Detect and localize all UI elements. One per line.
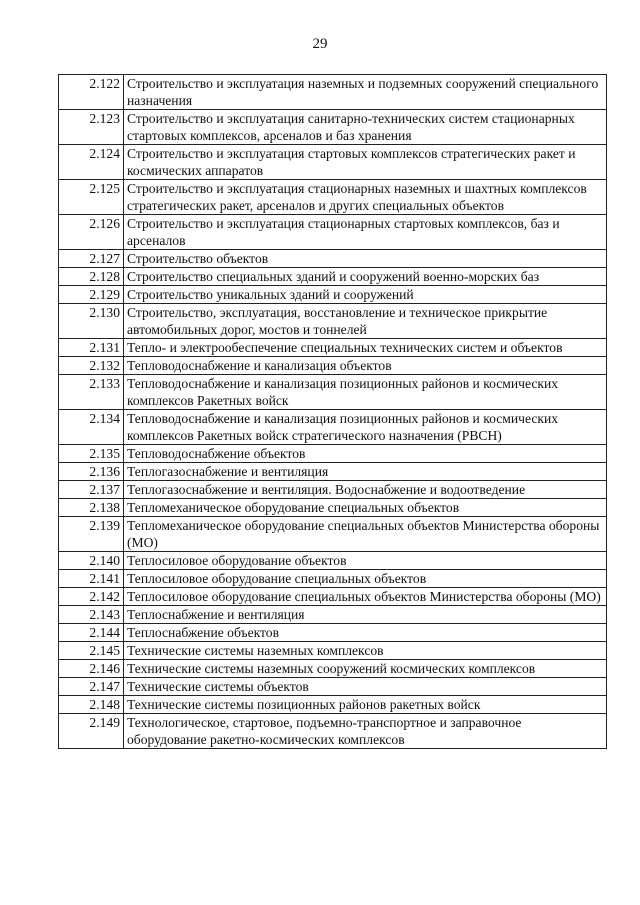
row-code: 2.137: [59, 481, 124, 499]
row-code: 2.149: [59, 714, 124, 749]
row-code: 2.122: [59, 75, 124, 110]
row-code: 2.131: [59, 339, 124, 357]
row-text: Теплогазоснабжение и вентиляция: [124, 463, 607, 481]
row-code: 2.130: [59, 304, 124, 339]
table-row: [59, 678, 607, 696]
table-row: [59, 180, 607, 215]
row-code: 2.146: [59, 660, 124, 678]
table-row: [59, 642, 607, 660]
table-row: [59, 624, 607, 642]
row-text: Тепловодоснабжение объектов: [124, 445, 607, 463]
page-number: 29: [312, 36, 328, 52]
row-text: Тепловодоснабжение и канализация позиционных районов и космических комплексов Ракетных войск: [124, 375, 607, 410]
row-code: 2.128: [59, 268, 124, 286]
table-row: [59, 606, 607, 624]
row-text: Технические системы наземных комплексов: [124, 642, 607, 660]
table-row: [59, 517, 607, 552]
table-body: [59, 75, 607, 749]
table-row: [59, 570, 607, 588]
row-code: 2.134: [59, 410, 124, 445]
row-code: 2.132: [59, 357, 124, 375]
table-row: [59, 304, 607, 339]
row-text: Строительство, эксплуатация, восстановление и техническое прикрытие автомобильных дорог, мостов и тоннелей: [124, 304, 607, 339]
table-row: [59, 552, 607, 570]
row-code: 2.136: [59, 463, 124, 481]
table-row: [59, 660, 607, 678]
table-row: [59, 375, 607, 410]
table-row: [59, 268, 607, 286]
row-code: 2.142: [59, 588, 124, 606]
row-text: Теплоснабжение объектов: [124, 624, 607, 642]
table-row: [59, 499, 607, 517]
row-code: 2.140: [59, 552, 124, 570]
row-text: Строительство и эксплуатация санитарно-технических систем стационарных стартовых комплексов, арсеналов и баз хранения: [124, 110, 607, 145]
table-row: [59, 75, 607, 110]
row-code: 2.125: [59, 180, 124, 215]
row-text: Строительство и эксплуатация наземных и подземных сооружений специального назначения: [124, 75, 607, 110]
row-text: Теплосиловое оборудование специальных объектов: [124, 570, 607, 588]
row-text: Технические системы наземных сооружений космических комплексов: [124, 660, 607, 678]
row-code: 2.148: [59, 696, 124, 714]
table-row: [59, 588, 607, 606]
row-text: Тепловодоснабжение и канализация позиционных районов и космических комплексов Ракетных войск стратегического назначения (РВСН): [124, 410, 607, 445]
table-row: [59, 357, 607, 375]
specialties-table: [58, 74, 607, 749]
row-code: 2.123: [59, 110, 124, 145]
row-text: Теплогазоснабжение и вентиляция. Водоснабжение и водоотведение: [124, 481, 607, 499]
row-text: Строительство уникальных зданий и сооружений: [124, 286, 607, 304]
row-text: Технические системы объектов: [124, 678, 607, 696]
table-row: [59, 463, 607, 481]
table-row: [59, 339, 607, 357]
row-text: Тепломеханическое оборудование специальных объектов: [124, 499, 607, 517]
row-text: Теплосиловое оборудование объектов: [124, 552, 607, 570]
row-text: Строительство и эксплуатация стационарных наземных и шахтных комплексов стратегических ракет, арсеналов и других специальных объектов: [124, 180, 607, 215]
table-row: [59, 286, 607, 304]
table-row: [59, 696, 607, 714]
table-row: [59, 145, 607, 180]
row-code: 2.147: [59, 678, 124, 696]
row-code: 2.133: [59, 375, 124, 410]
row-code: 2.144: [59, 624, 124, 642]
row-text: Тепло- и электрообеспечение специальных технических систем и объектов: [124, 339, 607, 357]
row-text: Технологическое, стартовое, подъемно-транспортное и заправочное оборудование ракетно-космических комплексов: [124, 714, 607, 749]
row-code: 2.143: [59, 606, 124, 624]
table-row: [59, 410, 607, 445]
row-text: Технические системы позиционных районов ракетных войск: [124, 696, 607, 714]
row-text: Тепловодоснабжение и канализация объектов: [124, 357, 607, 375]
row-code: 2.139: [59, 517, 124, 552]
row-code: 2.124: [59, 145, 124, 180]
row-text: Теплосиловое оборудование специальных объектов Министерства обороны (МО): [124, 588, 607, 606]
row-code: 2.129: [59, 286, 124, 304]
table-row: [59, 250, 607, 268]
row-text: Строительство и эксплуатация стационарных стартовых комплексов, баз и арсеналов: [124, 215, 607, 250]
table-row: [59, 215, 607, 250]
table-row: [59, 714, 607, 749]
row-code: 2.141: [59, 570, 124, 588]
table-row: [59, 481, 607, 499]
row-code: 2.135: [59, 445, 124, 463]
row-code: 2.127: [59, 250, 124, 268]
row-text: Тепломеханическое оборудование специальных объектов Министерства обороны (МО): [124, 517, 607, 552]
row-code: 2.138: [59, 499, 124, 517]
row-code: 2.126: [59, 215, 124, 250]
table-row: [59, 445, 607, 463]
row-text: Строительство и эксплуатация стартовых комплексов стратегических ракет и космических аппаратов: [124, 145, 607, 180]
row-text: Теплоснабжение и вентиляция: [124, 606, 607, 624]
row-text: Строительство специальных зданий и сооружений военно-морских баз: [124, 268, 607, 286]
table-row: [59, 110, 607, 145]
row-text: Строительство объектов: [124, 250, 607, 268]
row-code: 2.145: [59, 642, 124, 660]
